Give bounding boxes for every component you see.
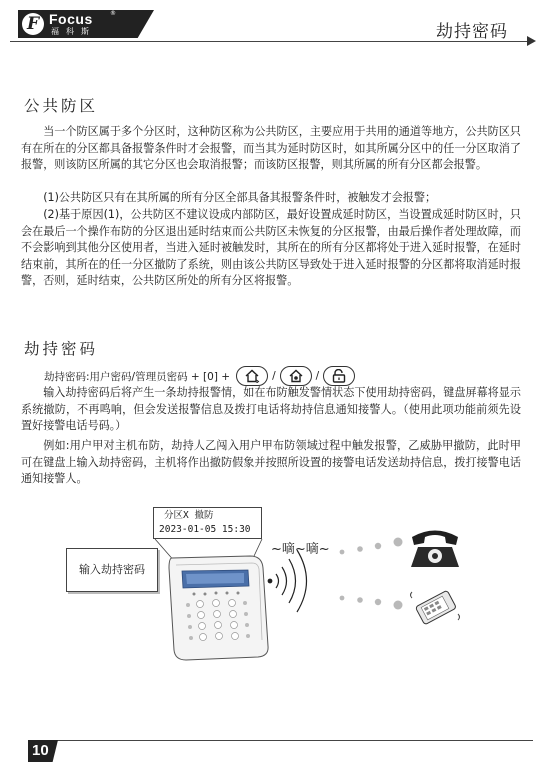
paragraph: (2)基于原因(1)，公共防区不建议设成内部防区，最好设置成延时防区，当设置成延时防区时，只会在最后一个操作布防的分区退出延时结束而公共防区未恢复的分区报警，由最后操作者处理故障，而不会影响到其他分区使用者，当进入延时被触发时，其所在的所有分区都将处于进入延时报警，在延时结束前，其所在的任一分区撤防了系统，则由该公共防区导致处于进入延时报警的分区都将取消延时报警，否则，延时结束，公共防区所处的所有分区将报警。 <box>21 208 521 288</box>
beep-sound-text: ~嘀~嘀~ <box>271 542 330 557</box>
keypad-icon <box>169 556 268 660</box>
logo-registered-mark: ® <box>110 10 116 17</box>
mobile-phone-icon <box>415 590 456 625</box>
logo-mark: F <box>27 14 40 34</box>
section-title-public-zone: 公共防区 <box>24 97 99 115</box>
slash-separator: / <box>315 370 320 382</box>
formula-text: 劫持密码:用户密码/管理员密码 + [0] + <box>44 370 231 383</box>
footer-divider <box>28 740 533 741</box>
section-title-duress-code: 劫持密码 <box>24 340 99 358</box>
paragraph: (1)公共防区只有在其所属的所有分区全部具备其报警条件时，被触发才会报警； <box>43 191 437 204</box>
callout-enter-duress-code: 输入劫持密码 <box>66 548 158 592</box>
lcd-datetime-line: 2023-01-05 15:30 <box>159 524 251 535</box>
lcd-status-line: 分区X 撤防 <box>164 510 214 521</box>
paragraph: 当一个防区属于多个分区时，这种防区称为公共防区，主要应用于共用的通道等地方，公共防区只有在所在的分区都具备报警条件时才会报警，而当其为延时防区时，如其所属分区中的任一分区取消了报警，则该防区所属的其它分区也会取消报警；而该防区报警，则其所属的所有分区都会报警。 <box>21 125 521 172</box>
logo-text-cn: 福科斯 <box>51 27 96 36</box>
page-header-title: 劫持密码 <box>436 22 508 42</box>
page-number: 10 <box>32 742 49 759</box>
logo-text-en: Focus <box>49 11 93 27</box>
transmission-dots <box>340 538 403 610</box>
paragraph: 输入劫持密码后将产生一条劫持报警情，如在布防触发警情状态下使用劫持密码，键盘屏幕将显示系统撤防，不再鸣响，但会发送报警信息及拨打电话将劫持信息通知接警人。（使用此项功能前须先设置好接警电话号码。） <box>21 386 521 433</box>
landline-phone-icon <box>411 531 459 568</box>
slash-separator: / <box>272 370 276 382</box>
paragraph: 例如:用户甲对主机布防，劫持人乙闯入用户甲布防领域过程中触发报警，乙威胁甲撤防，此时甲可在键盘上输入劫持密码，主机将作出撤防假象并按照所设置的接警电话发送劫持信息，拨打接警电话通知接警人。 <box>21 439 521 486</box>
signal-waves-icon <box>268 550 306 612</box>
